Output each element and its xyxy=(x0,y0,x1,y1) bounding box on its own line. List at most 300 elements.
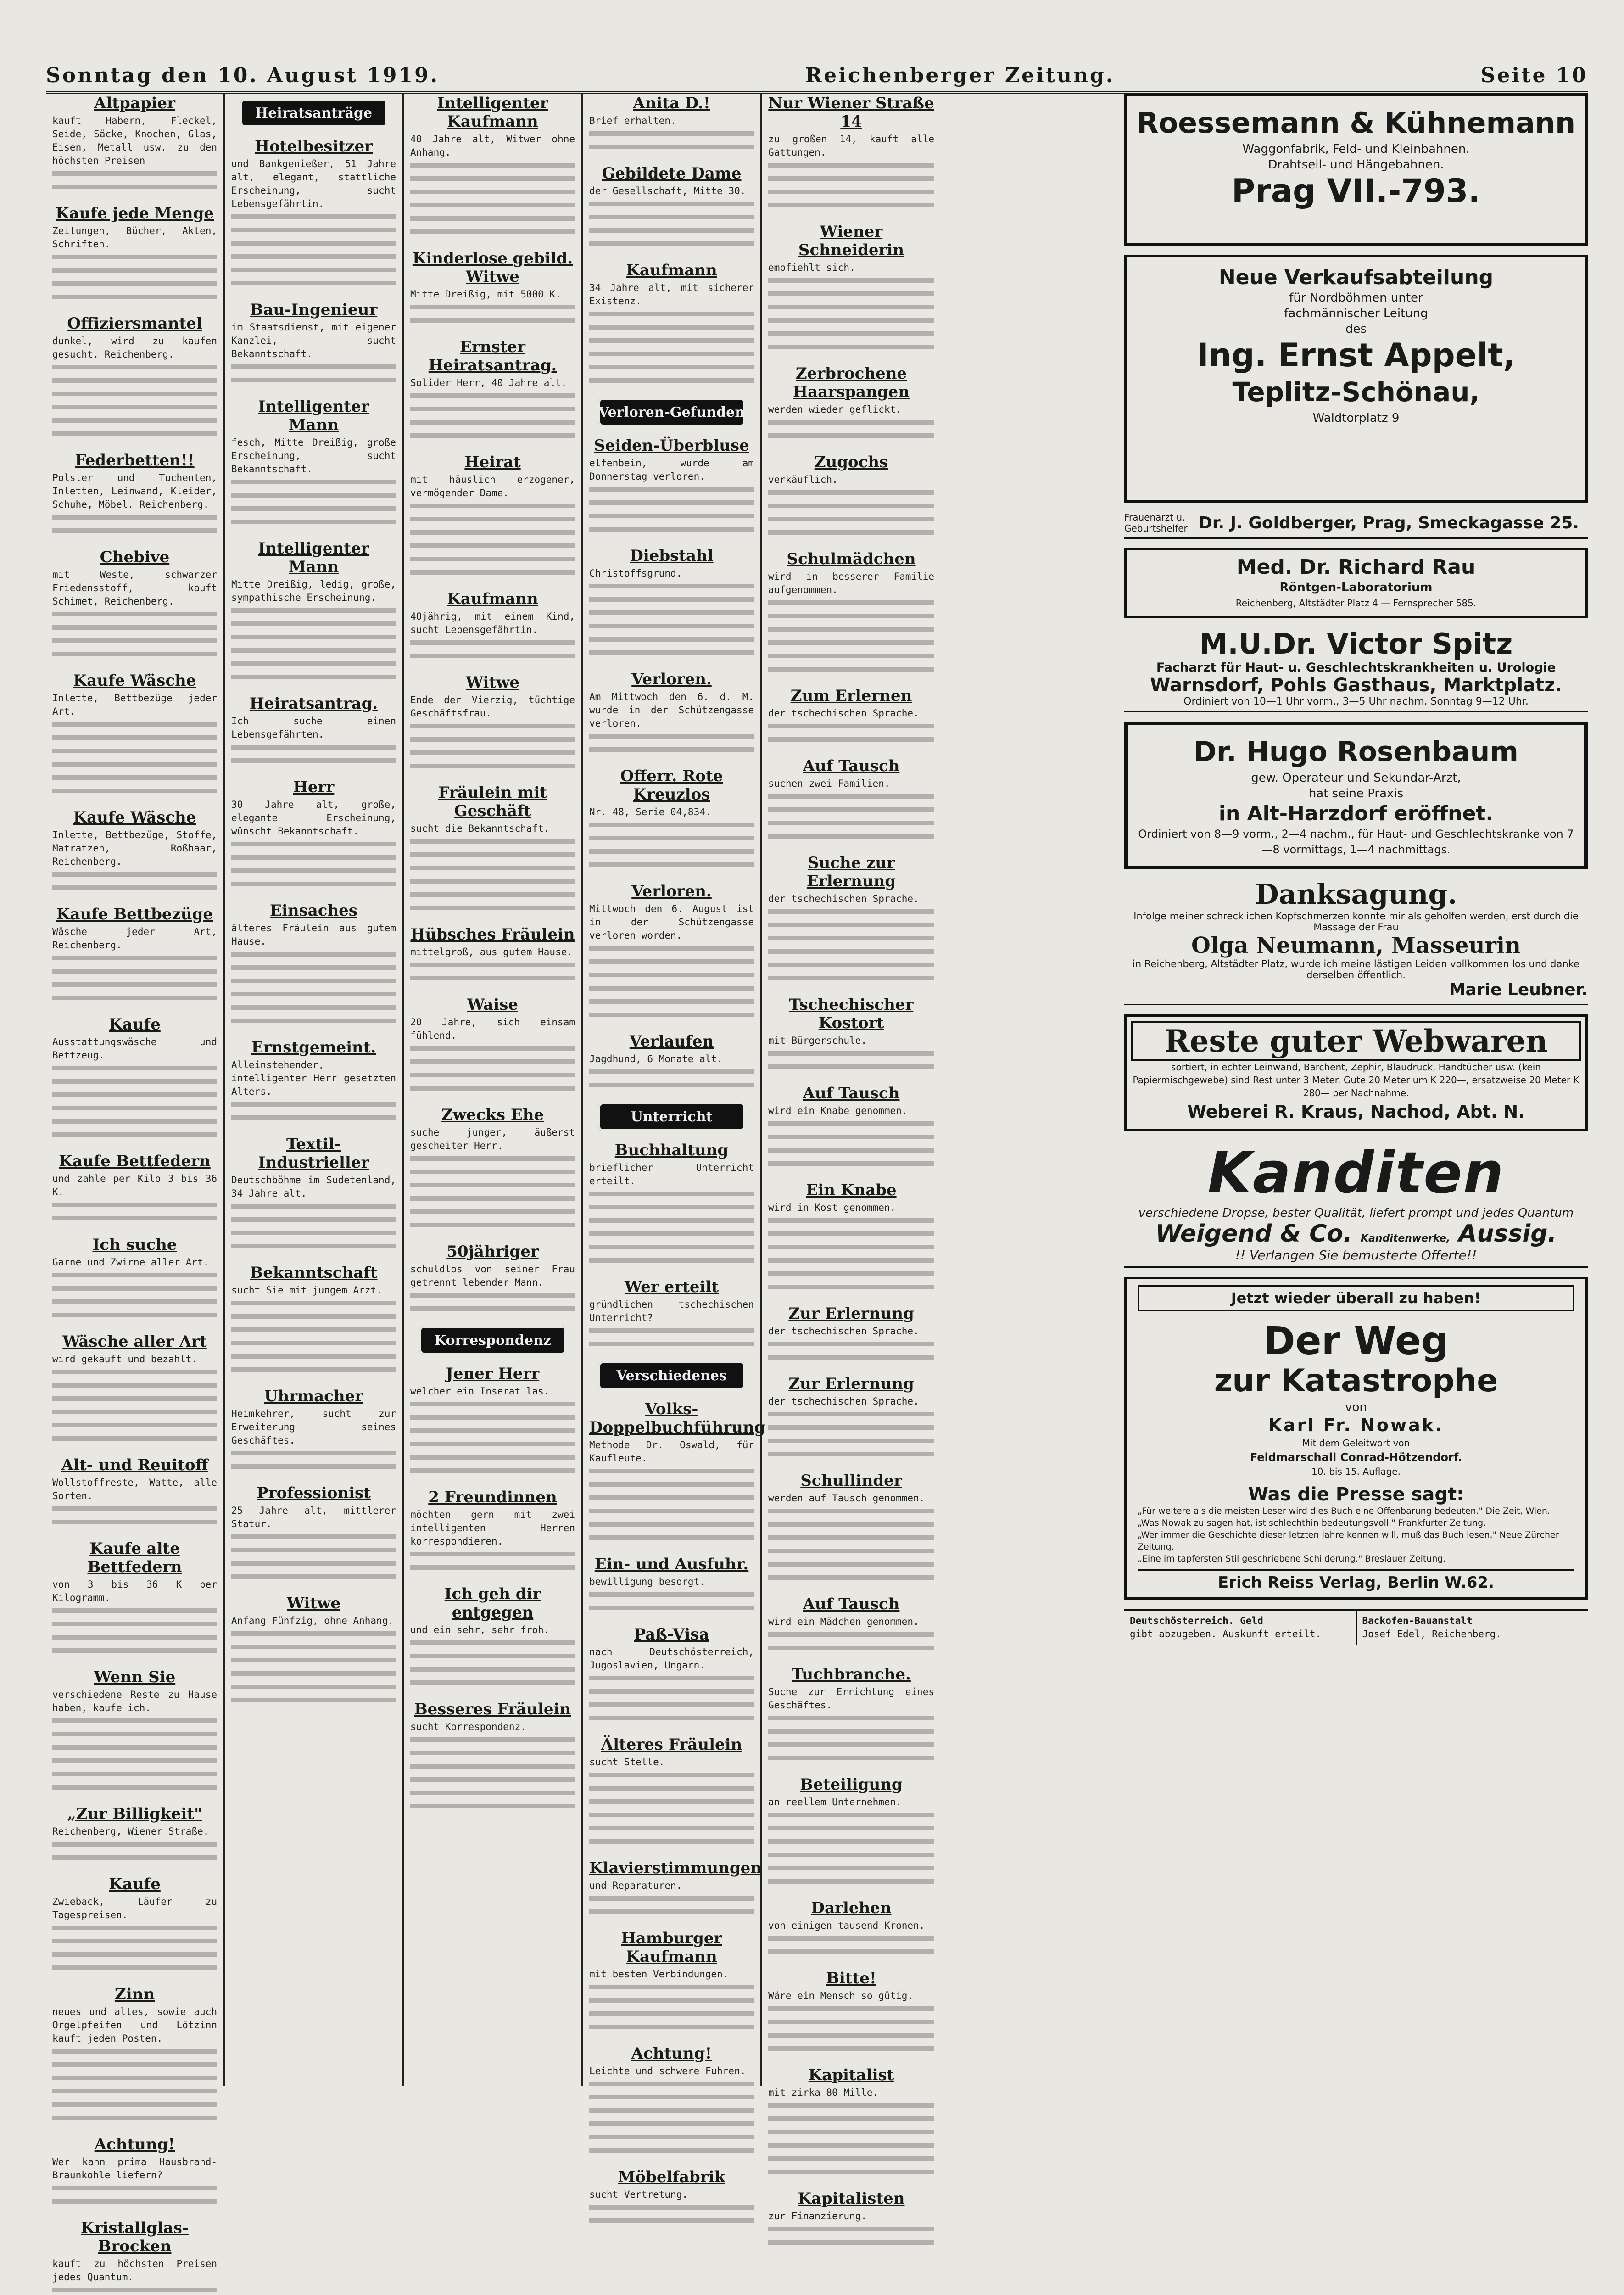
classified-ad-title: Schulmädchen xyxy=(787,550,916,568)
classified-ad-title: Kaufmann xyxy=(447,590,538,608)
classified-ad-text: Mitte Dreißig, ledig, große, sympathische Erscheinung. xyxy=(231,579,396,603)
classified-ad-title: Ich geh dir entgegen xyxy=(444,1585,541,1622)
classified-ad-title: Kaufe Wäsche xyxy=(73,808,196,827)
footer-ad-geld-title: Deutschösterreich. Geld xyxy=(1130,1615,1263,1626)
classified-ad-title: Verlaufen xyxy=(629,1032,714,1051)
classified-ad-text: Wäre ein Mensch so gütig. xyxy=(768,1990,914,2001)
classified-ad xyxy=(52,204,217,304)
ad-roessemann-line2: Drahtseil- und Hängebahnen. xyxy=(1268,158,1444,172)
ad-book-press: Was die Presse sagt: xyxy=(1248,1484,1464,1505)
ad-appelt-title: Neue Verkaufsabteilung xyxy=(1218,266,1494,289)
classified-ad-body-lines xyxy=(52,1503,217,1529)
classified-ad-title: Gebildete Dame xyxy=(602,164,742,183)
classified-ad-title: Kaufe Wäsche xyxy=(73,672,196,690)
classified-ad xyxy=(589,261,754,388)
classified-ad-title: Hamburger Kaufmann xyxy=(621,1929,722,1966)
ad-kanditen-title: Kanditen xyxy=(1207,1140,1505,1206)
classified-ad-body-lines xyxy=(589,1981,754,2034)
classified-ad-title: Auf Tausch xyxy=(803,1084,900,1103)
classified-ad-text: Nr. 48, Serie 04,834. xyxy=(589,806,711,817)
classified-ad-text: wird gekauft und bezahlt. xyxy=(52,1354,198,1365)
classified-ad-body-lines xyxy=(589,128,754,154)
classified-ad-title: Offiziersmantel xyxy=(67,314,202,333)
ad-appelt-name: Ing. Ernst Appelt, xyxy=(1196,336,1516,374)
classified-ad-text: und ein sehr, sehr froh. xyxy=(410,1624,550,1635)
classified-ad-body-lines xyxy=(589,483,754,537)
ad-kraus-firm: Weberei R. Kraus, Nachod, Abt. N. xyxy=(1187,1102,1525,1122)
masthead-title: Reichenberger Zeitung. xyxy=(805,64,1115,87)
classified-ad-text: 20 Jahre, sich einsam fühlend. xyxy=(410,1017,575,1041)
classified-ad-title: Kristallglas-Brocken xyxy=(80,2219,189,2256)
classified-ad xyxy=(410,1243,575,1316)
classified-ad xyxy=(231,137,396,291)
classified-ad-title: Beteiligung xyxy=(800,1775,903,1794)
classified-ad-text: mit häuslich erzogener, vermögender Dame. xyxy=(410,474,575,498)
classified-ad xyxy=(231,539,396,684)
classified-ad-body-lines xyxy=(52,361,217,441)
classified-ad xyxy=(589,2044,754,2158)
classified-ad-text: Ich suche einen Lebensgefährten. xyxy=(231,716,396,740)
classified-ad-body-lines xyxy=(52,1838,217,1865)
classified-ad xyxy=(410,453,575,580)
classified-ad-body-lines xyxy=(589,1892,754,1919)
classified-ad-title: Kaufe xyxy=(109,1015,161,1034)
classified-ad-title: Alt- und Reuitoff xyxy=(61,1456,208,1474)
classified-ad-body-lines xyxy=(589,308,754,388)
classified-ad-body-lines xyxy=(768,1215,934,1294)
classified-ad-body-lines xyxy=(52,1605,217,1658)
classified-ad xyxy=(768,223,934,354)
classified-ad-body-lines xyxy=(768,1932,934,1959)
classified-ad xyxy=(231,901,396,1028)
classified-ad-body-lines xyxy=(231,948,396,1028)
classified-ad-body-lines xyxy=(768,1505,934,1585)
footer-ad-backofen-title: Backofen-Bauanstalt xyxy=(1362,1615,1473,1626)
ad-kanditen-text: verschiedene Dropse, bester Qualität, liefert prompt und jedes Quantum xyxy=(1138,1206,1574,1220)
classified-ad-title: Chebive xyxy=(100,548,170,566)
ad-rosenbaum-city: in Alt-Harzdorf eröffnet. xyxy=(1218,802,1494,825)
classified-ad-title: Altpapier xyxy=(94,94,176,112)
classified-ad xyxy=(589,882,754,1022)
classified-ad-text: und Reparaturen. xyxy=(589,1880,682,1891)
classified-ad-title: Zerbrochene Haarspangen xyxy=(793,364,910,401)
classified-ad xyxy=(410,673,575,773)
classified-ad xyxy=(231,1387,396,1474)
classified-ad-body-lines xyxy=(52,1366,217,1446)
classified-ad xyxy=(589,1735,754,1849)
classified-ad-body-lines xyxy=(768,1629,934,1655)
classified-ad-text: kauft zu höchsten Preisen jedes Quantum. xyxy=(52,2258,217,2283)
classified-ad-text: mit Weste, schwarzer Friedensstoff, kauft Schimet, Reichenberg. xyxy=(52,569,217,607)
classified-ad-text: mit Bürgerschule. xyxy=(768,1035,867,1046)
classified-ad-body-lines xyxy=(52,511,217,538)
classified-ad-title: Zum Erlernen xyxy=(790,687,912,705)
classified-ad xyxy=(768,453,934,540)
classified-ad-body-lines xyxy=(589,1672,754,1725)
ad-rau-sub: Röntgen-Laboratorium xyxy=(1279,581,1433,594)
classified-ad-title: Wer erteilt xyxy=(624,1278,719,1296)
classified-ad xyxy=(768,1775,934,1889)
classified-ad-text: Am Mittwoch den 6. d. M. wurde in der Schützengasse verloren. xyxy=(589,691,754,729)
classified-ad-title: Ich suche xyxy=(92,1236,177,1254)
classified-ad-text: fesch, Mitte Dreißig, große Erscheinung, sucht Bekanntschaft. xyxy=(231,437,396,475)
classified-ad-body-lines xyxy=(231,1297,396,1377)
classified-ad xyxy=(589,1278,754,1351)
ad-kraus-title: Reste guter Webwaren xyxy=(1131,1021,1581,1061)
ad-danksagung-name: Olga Neumann, Masseurin xyxy=(1191,933,1521,958)
classified-ad-body-lines xyxy=(589,1769,754,1849)
classified-ad-body-lines xyxy=(589,1188,754,1268)
classified-ad xyxy=(589,767,754,872)
masthead xyxy=(46,55,1588,94)
classified-ad-body-lines xyxy=(768,1118,934,1171)
classified-ad-text: neues und altes, sowie auch Orgelpfeifen und Lötzinn kauft jeden Posten. xyxy=(52,2006,217,2044)
classified-ad xyxy=(589,1555,754,1615)
classified-ad-title: „Zur Billigkeit" xyxy=(67,1805,202,1823)
classified-ad-text: sucht Korrespondenz. xyxy=(410,1721,526,1732)
classified-ad-title: Intelligenter Mann xyxy=(258,397,369,434)
classified-ad-body-lines xyxy=(410,1042,575,1096)
classified-ad-text: der tschechischen Sprache. xyxy=(768,708,919,719)
ad-spitz-name: M.U.Dr. Victor Spitz xyxy=(1199,627,1513,661)
classified-ad-text: möchten gern mit zwei intelligenten Herren korrespondieren. xyxy=(410,1509,575,1547)
ad-kraus xyxy=(1124,1014,1588,1131)
classified-ad-text: verschiedene Reste zu Hause haben, kaufe ich. xyxy=(52,1689,217,1713)
ad-rosenbaum-line: hat seine Praxis xyxy=(1308,787,1404,800)
classified-ad-text: an reellem Unternehmen. xyxy=(768,1797,902,1808)
classified-ad xyxy=(231,397,396,529)
ad-book-author: Karl Fr. Nowak. xyxy=(1268,1415,1444,1435)
classified-ad-text: Inlette, Bettbezüge jeder Art. xyxy=(52,693,217,717)
classified-ad xyxy=(52,1539,217,1658)
ad-spitz-sub: Facharzt für Haut- u. Geschlechtskrankheiten u. Urologie xyxy=(1156,661,1556,675)
classified-ad-body-lines xyxy=(231,741,396,768)
classified-ad-text: wird in besserer Familie aufgenommen. xyxy=(768,571,934,595)
classified-ad-title: Wenn Sie xyxy=(94,1668,176,1686)
classified-ad-body-lines xyxy=(768,159,934,213)
classified-ad-title: Kapitalisten xyxy=(798,2189,905,2208)
ad-kanditen-sub: Kanditenwerke, xyxy=(1360,1233,1451,1244)
classified-ad-text: Deutschböhme im Sudetenland, 34 Jahre alt. xyxy=(231,1175,396,1199)
ad-rau-name: Med. Dr. Richard Rau xyxy=(1236,555,1476,579)
classified-ad-text: Polster und Tuchenten, Inletten, Leinwand, Kleider, Schuhe, Möbel. Reichenberg. xyxy=(52,472,217,510)
ad-rau-addr: Reichenberg, Altstädter Platz 4 xyxy=(1235,598,1378,609)
classified-ad xyxy=(768,1472,934,1585)
classified-ad-body-lines xyxy=(768,790,934,844)
classified-ad-body-lines xyxy=(410,637,575,663)
classified-ad-title: Zinn xyxy=(114,1985,155,2004)
classified-ad-body-lines xyxy=(52,1199,217,1226)
classified-ad-title: Federbetten!! xyxy=(75,451,195,470)
classified-ad-body-lines xyxy=(768,1408,934,1461)
classified-ad-title: Intelligenter Kaufmann xyxy=(437,94,548,131)
ad-danksagung-title: Danksagung. xyxy=(1255,879,1457,911)
classified-ad-body-lines xyxy=(589,580,754,660)
ad-book-intro: Mit dem Geleitwort von xyxy=(1302,1438,1410,1449)
classified-ad-title: Kaufe Bettfedern xyxy=(59,1152,211,1170)
classified-ad-body-lines xyxy=(52,1062,217,1142)
classified-ad-text: Christoffsgrund. xyxy=(589,568,682,579)
classified-ad-text: verkäuflich. xyxy=(768,474,838,485)
ad-rosenbaum xyxy=(1124,722,1588,869)
classified-ad-text: sucht Stelle. xyxy=(589,1757,665,1768)
classified-ad-title: Ernstgemeint. xyxy=(251,1038,376,1057)
classified-ad-text: elfenbein, wurde am Donnerstag verloren. xyxy=(589,458,754,482)
ad-spitz-hours: Ordiniert von 10—1 Uhr vorm., 3—5 Uhr nachm. Sonntag 9—12 Uhr. xyxy=(1183,696,1529,707)
classified-ad-title: Heirat xyxy=(464,453,521,471)
classified-ad-text: Mitte Dreißig, mit 5000 K. xyxy=(410,289,561,300)
classified-ad-body-lines xyxy=(768,274,934,354)
classified-ad-body-lines xyxy=(52,718,217,798)
classified-ad xyxy=(52,808,217,895)
classified-ad-title: Diebstahl xyxy=(630,547,714,565)
classified-ad-body-lines xyxy=(231,476,396,529)
classified-ad-text: Garne und Zwirne aller Art. xyxy=(52,1257,209,1268)
ad-rau-phone: Fernsprecher 585. xyxy=(1393,598,1477,609)
classified-ad xyxy=(52,672,217,798)
classified-ad xyxy=(768,996,934,1074)
classified-ad-text: sucht Vertretung. xyxy=(589,2189,688,2200)
classified-ad xyxy=(410,1585,575,1690)
ad-rau: Med. Dr. Richard Rau Röntgen-Laboratorium Reichenberg, Altstädter Platz 4 — Fernsprecher 585. xyxy=(1124,548,1588,618)
classified-ad-text: der Gesellschaft, Mitte 30. xyxy=(589,185,746,196)
classified-ad xyxy=(231,1264,396,1377)
classified-ad-text: mit besten Verbindungen. xyxy=(589,1969,729,1980)
classified-ad-text: Wäsche jeder Art, Reichenberg. xyxy=(52,926,217,951)
classified-ad xyxy=(410,249,575,328)
classified-ad-body-lines xyxy=(589,1465,754,1545)
ad-appelt-line3: des xyxy=(1345,322,1367,336)
classified-ad-body-lines xyxy=(768,1809,934,1889)
classified-ad-text: Leichte und schwere Fuhren. xyxy=(589,2066,746,2077)
ad-appelt xyxy=(1124,255,1588,503)
ad-spitz xyxy=(1124,627,1588,712)
classified-ad-title: Einsaches xyxy=(270,901,357,920)
ad-danksagung-text: Infolge meiner schrecklichen Kopfschmerzen konnte mir als geholfen werden, erst durch die Massage der Frau xyxy=(1133,911,1579,933)
classified-ad-title: 2 Freundinnen xyxy=(428,1488,557,1506)
ad-kanditen-firm: Weigend & Co. xyxy=(1155,1220,1352,1248)
classified-ad xyxy=(231,694,396,768)
classified-ad-title: Zwecks Ehe xyxy=(441,1106,544,1124)
classified-ad-body-lines xyxy=(589,1325,754,1351)
classified-ad xyxy=(231,301,396,387)
ad-danksagung-text2: in Reichenberg, Altstädter Platz, wurde ich meine lästigen Leiden vollkommen los und danke derselben öffentlich. xyxy=(1133,958,1579,980)
classified-ad xyxy=(410,338,575,443)
classified-ad-title: Paß-Visa xyxy=(634,1625,709,1644)
classified-ad-text: Zeitungen, Bücher, Akten, Schriften. xyxy=(52,225,217,250)
classified-ad xyxy=(410,1700,575,1814)
section-header: Korrespondenz xyxy=(419,1326,566,1355)
classified-ad-body-lines xyxy=(410,159,575,239)
classified-ad-title: Schullinder xyxy=(800,1472,902,1490)
column-5 xyxy=(762,94,941,2222)
classified-ad-body-lines xyxy=(410,959,575,985)
classified-ad-title: Buchhaltung xyxy=(614,1141,729,1159)
classified-ad-title: 50jähriger xyxy=(446,1243,539,1261)
classified-ad-text: werden wieder geflickt. xyxy=(768,404,902,415)
classified-ad-text: bewilligung besorgt. xyxy=(589,1576,705,1587)
classified-ad-title: Kaufmann xyxy=(626,261,717,280)
classified-ad-title: Klavierstimmungen xyxy=(589,1859,762,1877)
classified-ad xyxy=(768,1181,934,1294)
classified-ad xyxy=(589,670,754,757)
classified-ad-title: Kinderlose gebild. Witwe xyxy=(412,249,573,286)
classified-ad-text: empfiehlt sich. xyxy=(768,262,855,273)
classified-ad-body-lines xyxy=(231,1098,396,1125)
classified-ad-title: Ernster Heiratsantrag. xyxy=(428,338,557,375)
classified-ad-text: brieflicher Unterricht erteilt. xyxy=(589,1162,754,1187)
classified-ad-text: welcher ein Inserat las. xyxy=(410,1386,550,1397)
classified-ad xyxy=(768,364,934,443)
classified-ad xyxy=(768,1665,934,1765)
classified-ad-text: wird in Kost genommen. xyxy=(768,1202,896,1213)
ad-book-publisher: Erich Reiss Verlag, Berlin W.62. xyxy=(1138,1569,1574,1592)
classified-ad-title: Besseres Fräulein xyxy=(414,1700,571,1718)
classified-ad xyxy=(768,757,934,844)
classified-ad-title: Intelligenter Mann xyxy=(258,539,369,576)
footer-ad-backofen-text: Josef Edel, Reichenberg. xyxy=(1362,1629,1501,1640)
classified-ad-title: Kaufe xyxy=(109,1875,161,1893)
classified-ad-title: Ein- und Ausfuhr. xyxy=(594,1555,749,1573)
classified-ad-body-lines xyxy=(589,819,754,872)
classified-ad-title: Wiener Schneiderin xyxy=(798,223,904,259)
classified-ad xyxy=(589,547,754,660)
masthead-date: Sonntag den 10. August 1919. xyxy=(46,64,440,87)
classified-ad-body-lines xyxy=(410,1398,575,1478)
classified-ad-title: Fräulein mit Geschäft xyxy=(438,784,547,820)
classified-ad-body-lines xyxy=(768,2223,934,2250)
ad-rosenbaum-hours: Ordiniert von 8—9 vorm., 2—4 nachm., für Haut- und Geschlechtskranke von 7—8 vormittags, 1—4 nachmittags. xyxy=(1138,828,1574,856)
classified-ad xyxy=(768,1084,934,1171)
classified-ad-body-lines xyxy=(231,1628,396,1707)
classified-ad xyxy=(589,1625,754,1725)
classified-ad-body-lines xyxy=(410,301,575,328)
classified-ad-text: 34 Jahre alt, mit sicherer Existenz. xyxy=(589,282,754,307)
classified-ad-text: schuldlos von seiner Frau getrennt lebender Mann. xyxy=(410,1264,575,1288)
classified-ad-text: nach Deutschösterreich, Jugoslavien, Ungarn. xyxy=(589,1646,754,1671)
classified-ad-title: Offerr. Rote Kreuzlos xyxy=(620,767,723,804)
ad-danksagung-sign: Marie Leubner. xyxy=(1449,980,1588,999)
ad-appelt-city: Teplitz-Schönau, xyxy=(1232,376,1480,408)
classified-ad-title: Älteres Fräulein xyxy=(601,1735,742,1754)
classified-ad-text: von 3 bis 36 K per Kilogramm. xyxy=(52,1579,217,1603)
classified-ad xyxy=(52,1152,217,1226)
classified-ad-text: werden auf Tausch genommen. xyxy=(768,1493,925,1504)
classified-ad-title: Bitte! xyxy=(826,1969,876,1987)
classified-ad-title: Hotelbesitzer xyxy=(254,137,373,156)
classified-ad xyxy=(768,1899,934,1959)
classified-ad-text: 40jährig, mit einem Kind, sucht Lebensgefährtin. xyxy=(410,611,575,635)
classified-ad-body-lines xyxy=(52,1922,217,1975)
classified-ad-body-lines xyxy=(52,251,217,304)
classified-ad-body-lines xyxy=(768,1712,934,1765)
classified-ad-body-lines xyxy=(589,942,754,1022)
classified-ad xyxy=(52,1332,217,1446)
classified-ad-text: im Staatsdienst, mit eigener Kanzlei, sucht Bekanntschaft. xyxy=(231,322,396,359)
classified-ad-text: Alleinstehender, intelligenter Herr gesetzten Alters. xyxy=(231,1059,396,1097)
classified-ad-body-lines xyxy=(231,605,396,684)
classified-ad-text: Mittwoch den 6. August ist in der Schützengasse verloren worden. xyxy=(589,903,754,941)
classified-ad xyxy=(52,548,217,661)
classified-ad-body-lines xyxy=(768,906,934,985)
ad-book-title2: zur Katastrophe xyxy=(1214,1363,1498,1399)
classified-ad-title: Jener Herr xyxy=(446,1365,540,1383)
classified-columns xyxy=(46,94,1120,2283)
ad-kanditen xyxy=(1124,1140,1588,1268)
footer-ad-backofen xyxy=(1357,1611,1588,1645)
ad-book-by: von xyxy=(1345,1400,1367,1414)
classified-ad xyxy=(768,1304,934,1365)
column-1 xyxy=(46,94,225,2283)
classified-ad-text: gründlichen tschechischen Unterricht? xyxy=(589,1299,754,1323)
section-header: Verschiedenes xyxy=(598,1361,745,1390)
classified-ad xyxy=(768,94,934,213)
classified-ad-body-lines xyxy=(52,868,217,895)
classified-ad-title: Seiden-Überbluse xyxy=(594,437,749,455)
classified-ad-text: zu großen 14, kauft alle Gattungen. xyxy=(768,134,934,158)
ad-book-quote-2: „Was Nowak zu sagen hat, ist schlechthin bedeutungsvoll." Frankfurter Zeitung. xyxy=(1138,1518,1486,1528)
classified-ad-title: Achtung! xyxy=(94,2135,175,2154)
classified-ad-body-lines xyxy=(410,1153,575,1232)
classified-ad-body-lines xyxy=(52,168,217,194)
ad-rosenbaum-name: Dr. Hugo Rosenbaum xyxy=(1194,736,1518,768)
ad-appelt-line1: für Nordböhmen unter xyxy=(1289,291,1423,305)
classified-ad-text: älteres Fräulein aus gutem Hause. xyxy=(231,923,396,947)
classified-ad-title: Volks-Doppelbuchführung xyxy=(589,1400,765,1437)
classified-ad-title: Ein Knabe xyxy=(806,1181,897,1199)
ad-rosenbaum-sub: gew. Operateur und Sekundar-Arzt, xyxy=(1251,771,1461,785)
classified-ad xyxy=(589,1859,762,1919)
classified-ad-body-lines xyxy=(768,1338,934,1365)
classified-ad-text: Wollstoffreste, Watte, alle Sorten. xyxy=(52,1477,217,1501)
classified-ad-title: Waise xyxy=(467,996,518,1014)
classified-ad xyxy=(410,925,575,985)
classified-ad-text: der tschechischen Sprache. xyxy=(768,1396,919,1407)
ad-kraus-text: sortiert, in echter Leinwand, Barchent, Zephir, Blaudruck, Handtücher usw. (kein Papiermischgewebe) sind Rest unter 3 Meter. Gute 20 Meter um K 220—, ersatzweise 20 Meter K 280— per Nachnahme. xyxy=(1133,1062,1579,1098)
footer-ads xyxy=(1124,1609,1588,1645)
classified-ad xyxy=(768,2189,934,2250)
ad-book-top: Jetzt wieder überall zu haben! xyxy=(1138,1285,1574,1311)
classified-ad-text: Ausstattungswäsche und Bettzeug. xyxy=(52,1036,217,1061)
classified-ad xyxy=(410,590,575,663)
classified-ad-title: Witwe xyxy=(286,1594,341,1612)
classified-ad-body-lines xyxy=(410,1734,575,1814)
column-2 xyxy=(225,94,404,2086)
classified-ad-text: und zahle per Kilo 3 bis 36 K. xyxy=(52,1173,217,1198)
classified-ad-title: Nur Wiener Straße 14 xyxy=(768,94,934,131)
classified-ad xyxy=(768,2066,934,2179)
classified-ad-text: der tschechischen Sprache. xyxy=(768,1326,919,1337)
classified-ad-body-lines xyxy=(768,416,934,443)
ad-danksagung xyxy=(1124,879,1588,1005)
classified-ad-body-lines xyxy=(768,2099,934,2179)
classified-ad-text: und Bankgenießer, 51 Jahre alt, elegant, stattliche Erscheinung, sucht Lebensgefährtin. xyxy=(231,158,396,209)
classified-ad xyxy=(410,996,575,1096)
classified-ad-title: Witwe xyxy=(465,673,520,692)
classified-ad-title: Heiratsantrag. xyxy=(249,694,378,713)
classified-ad-title: Kapitalist xyxy=(808,2066,894,2084)
classified-ad-body-lines xyxy=(410,390,575,443)
classified-ad-body-lines xyxy=(231,211,396,291)
footer-ad-geld xyxy=(1124,1611,1357,1645)
classified-ad xyxy=(410,94,575,239)
classified-ad xyxy=(52,2135,217,2209)
classified-ad-body-lines xyxy=(231,1200,396,1254)
classified-ad-body-lines xyxy=(231,1531,396,1584)
classified-ad-title: Auf Tausch xyxy=(803,1595,900,1613)
classified-ad xyxy=(52,2219,217,2295)
classified-ad-text: Solider Herr, 40 Jahre alt. xyxy=(410,377,567,388)
